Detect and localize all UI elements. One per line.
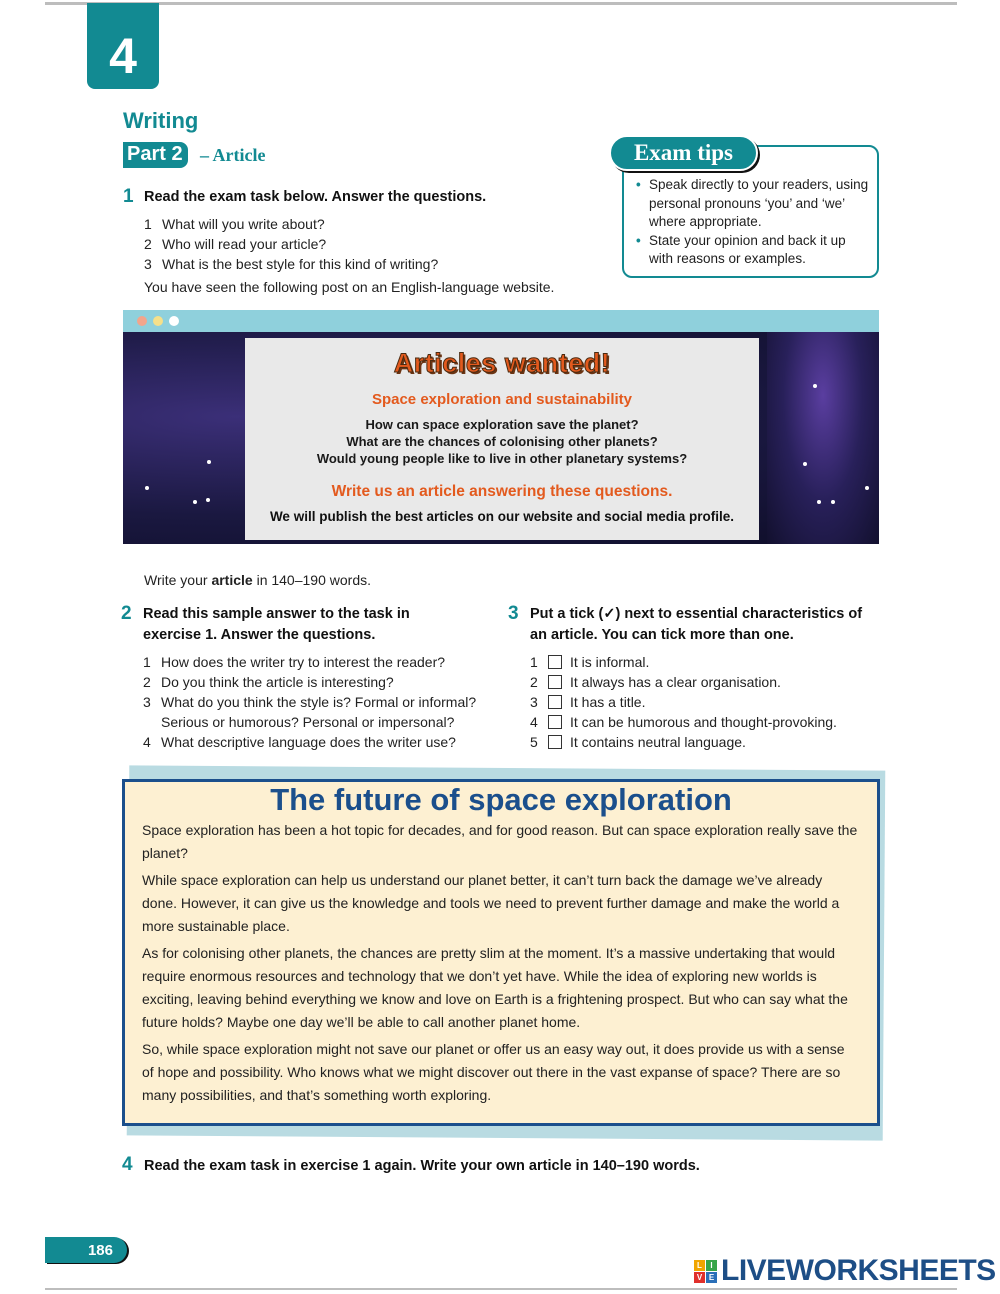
- window-dot-icon: [153, 316, 163, 326]
- exercise-3-number: 3: [508, 603, 519, 624]
- tick-checkbox[interactable]: [548, 735, 562, 749]
- article-paragraph: While space exploration can help us understand our planet better, it can’t turn back the damage we’ve already done. However, it can give us the knowledge and tools we need to prevent further damage and make the world a more sustainable place.: [142, 872, 840, 934]
- list-item: 4 What descriptive language does the writer use?: [143, 734, 456, 750]
- poster-question: What are the chances of colonising other planets?: [346, 434, 658, 449]
- star-icon: [817, 500, 821, 504]
- bullet-icon: •: [636, 232, 641, 248]
- exam-tip-text: Speak directly to your readers, using personal pronouns ‘you’ and ‘we’ where appropriate.: [649, 177, 869, 229]
- article-body: [142, 819, 860, 1111]
- window-dot-icon: [137, 316, 147, 326]
- checklist-item: 1 It is informal.: [530, 654, 650, 670]
- list-item: Serious or humorous? Personal or impersonal?: [161, 714, 455, 730]
- poster-questions: [245, 416, 759, 467]
- page-number: 186: [45, 1237, 127, 1263]
- poster-title: Articles wanted!: [393, 348, 611, 378]
- part-badge: Part 2: [123, 142, 188, 168]
- unit-number-tab: 4: [87, 3, 159, 89]
- star-icon: [831, 500, 835, 504]
- checklist-item: 4 It can be humorous and thought-provoking.: [530, 714, 837, 730]
- exercise-1-instruction: Read the exam task below. Answer the questions.: [144, 189, 487, 205]
- star-icon: [193, 500, 197, 504]
- exercise-1-questions: [144, 214, 438, 274]
- section-title: Writing: [123, 108, 199, 133]
- exercise-1-number: 1: [123, 186, 134, 207]
- exercise-2-number: 2: [121, 603, 132, 624]
- poster-question: Would young people like to live in other planetary systems?: [316, 451, 688, 466]
- article-paragraph: So, while space exploration might not save our planet or offer us an easy way out, it does provide us with a sense of hope and possibility. Who knows what we might discover out there in the vast expanse of space? There are so many possibilities, and that’s something worth exploring.: [142, 1041, 845, 1103]
- liveworksheets-icon: L I V E: [694, 1260, 717, 1283]
- exam-tip: [636, 232, 872, 269]
- star-icon: [803, 462, 807, 466]
- star-icon: [813, 384, 817, 388]
- bullet-icon: •: [636, 177, 641, 192]
- nebula-image: [767, 332, 879, 544]
- exercise-1-footer: Write your article in 140–190 words.: [144, 572, 371, 588]
- exercise-1-intro: You have seen the following post on an English-language website.: [144, 279, 555, 295]
- part-subtitle: – Article: [200, 145, 266, 165]
- articles-wanted-poster: [245, 338, 759, 540]
- star-icon: [206, 498, 210, 502]
- top-rule: [45, 2, 957, 5]
- poster-call-to-action: Write us an article answering these questions.: [331, 483, 673, 500]
- poster-subtitle: Space exploration and sustainability: [371, 391, 633, 408]
- list-item: 2 Who will read your article?: [144, 236, 327, 252]
- exam-tips-title: Exam tips: [609, 135, 758, 171]
- exercise-3-instruction: Put a tick (✓) next to essential characteristics of an article. You can tick more than one.: [530, 606, 863, 643]
- article-title: The future of space exploration: [270, 782, 732, 817]
- exercise-4-number: 4: [122, 1154, 133, 1175]
- exam-tip: [636, 176, 872, 232]
- exercise-2-instruction: Read this sample answer to the task in exercise 1. Answer the questions.: [143, 606, 410, 643]
- exercise-4-instruction: Read the exam task in exercise 1 again. Write your own article in 140–190 words.: [144, 1158, 700, 1174]
- bottom-rule: [45, 1288, 957, 1290]
- list-item: 2 Do you think the article is interesting?: [143, 674, 394, 690]
- list-item: 3 What do you think the style is? Formal or informal?: [143, 694, 477, 710]
- list-item: 1 What will you write about?: [144, 216, 325, 232]
- poster-question: How can space exploration save the planet?: [365, 417, 639, 432]
- checklist-item: 3 It has a title.: [530, 694, 646, 710]
- article-paragraph: Space exploration has been a hot topic for decades, and for good reason. But can space exploration really save the planet?: [142, 822, 858, 861]
- checklist-item: 5 It contains neutral language.: [530, 734, 746, 750]
- browser-bar: [123, 310, 879, 332]
- list-item: 1 How does the writer try to interest the reader?: [143, 654, 446, 670]
- poster-publish-note: We will publish the best articles on our website and social media profile.: [269, 509, 735, 524]
- exercise-3-checklist: [530, 652, 837, 752]
- article-paragraph: As for colonising other planets, the chances are pretty slim at the moment. It’s a massive undertaking that would require enormous resources and technology that we don’t yet have. While the idea of exploring new worlds is exciting, leaving behind everything we know and love on Earth is a frightening prospect. But who can say what the future holds? Maybe one day we’ll be able to call another planet home.: [142, 945, 848, 1030]
- liveworksheets-wordmark: LIVEWORKSHEETS: [721, 1254, 996, 1287]
- star-icon: [145, 486, 149, 490]
- star-icon: [865, 486, 869, 490]
- exercise-2-questions: [143, 652, 476, 752]
- liveworksheets-logo: [694, 1254, 996, 1288]
- checklist-item: 2 It always has a clear organisation.: [530, 674, 781, 690]
- tick-checkbox[interactable]: [548, 695, 562, 709]
- tick-checkbox[interactable]: [548, 715, 562, 729]
- star-icon: [207, 460, 211, 464]
- exam-tip-text: State your opinion and back it up with reasons or examples.: [649, 232, 846, 266]
- tick-checkbox[interactable]: [548, 655, 562, 669]
- window-dot-icon: [169, 316, 179, 326]
- exam-tips-list: [636, 176, 872, 269]
- tick-checkbox[interactable]: [548, 675, 562, 689]
- list-item: 3 What is the best style for this kind of writing?: [144, 256, 439, 272]
